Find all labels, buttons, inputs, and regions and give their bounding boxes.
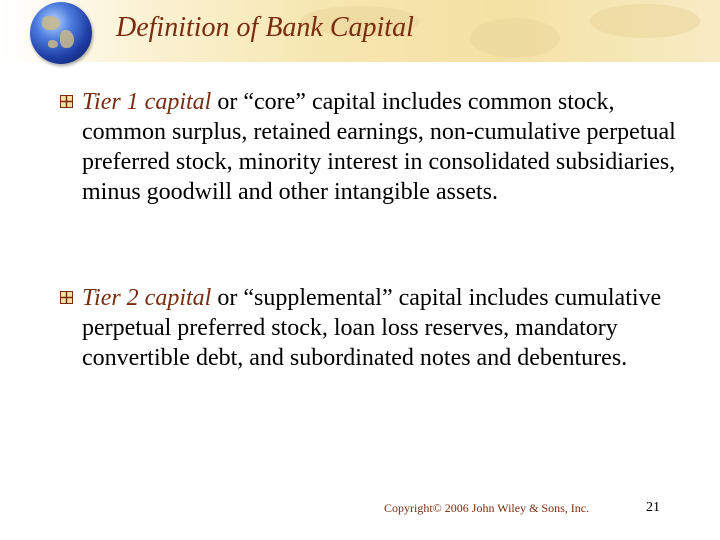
map-decoration (590, 4, 700, 38)
map-decoration (470, 18, 560, 58)
diamond-bullet-icon (60, 291, 73, 304)
globe-icon (30, 2, 92, 64)
bullet-body: or “core” capital includes common stock, common surplus, retained earnings, non-cumulative perpetual preferred stock, minority interest in consolidated subsidiaries, minus goodwill and other intangible assets. (82, 89, 676, 205)
bullet-text (82, 283, 700, 373)
bullet-term: Tier 1 capital (82, 89, 212, 115)
bullet-text (82, 87, 700, 207)
page-number: 21 (646, 500, 660, 515)
bullet-item (60, 87, 700, 207)
bullet-body: or “supplemental” capital includes cumulative perpetual preferred stock, loan loss reserves, mandatory convertible debt, and subordinated notes and debentures. (82, 285, 662, 371)
slide-title: Definition of Bank Capital (116, 12, 414, 43)
copyright-text: Copyright© 2006 John Wiley & Sons, Inc. (384, 501, 590, 515)
bullet-term: Tier 2 capital (82, 285, 212, 311)
diamond-bullet-icon (60, 95, 73, 108)
bullet-item (60, 283, 700, 373)
